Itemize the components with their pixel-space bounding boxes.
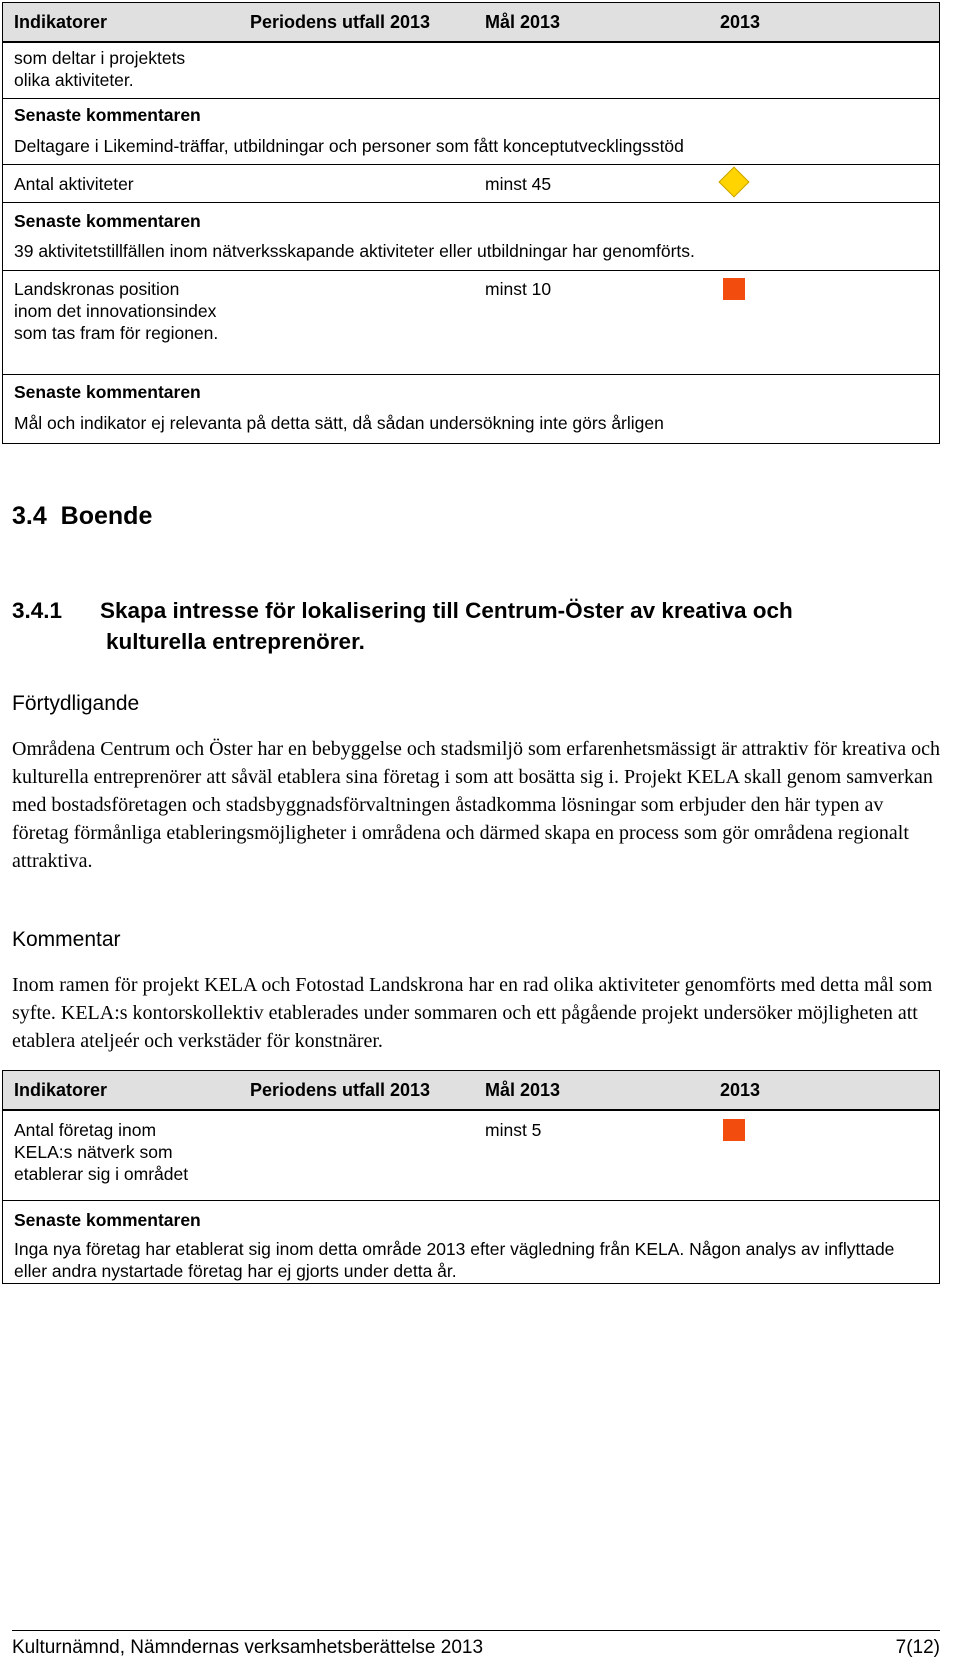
header-period-outcome: Periodens utfall 2013 [250,12,431,32]
subsection-heading [12,598,793,654]
comment-label: Senaste kommentaren [14,211,201,231]
subsection-number: 3.4.1 [12,598,63,623]
comment-section-text: Inom ramen för projekt KELA och Fotostad Landskrona har en rad olika aktiviteter genomförts med detta mål som syfte. KELA:s kontorskollektiv etablerades under sommaren och ett pågående projekt undersöker möjligheten att etablera ateljeér och verkstäder för konstnärer. [12,974,933,1052]
comment-text: Deltagare i Likemind-träffar, utbildningar och personer som fått konceptutvecklingsstöd [14,136,684,156]
indicator-name: som deltar i projektets olika aktiviteter. [14,48,186,90]
page-number: 7(12) [895,1637,940,1658]
header-period-outcome: Periodens utfall 2013 [250,1080,431,1100]
indicator-name: Landskronas position inom det innovationsindex som tas fram för regionen. [14,279,219,343]
indicator-name: Antal företag inom KELA:s nätverk som etablerar sig i området [14,1120,189,1184]
table-row [3,203,939,271]
comment-section-label: Kommentar [12,928,121,951]
indicator-goal: minst 45 [485,174,552,194]
comment-text: 39 aktivitetstillfällen inom nätverksskapande aktiviteter eller utbildningar har genomförts. [14,241,695,261]
table-header [3,3,939,43]
comment-text: Mål och indikator ej relevanta på detta sätt, då sådan undersökning inte görs årligen [14,413,664,433]
table-row [3,1201,939,1285]
status-red-square-icon [723,1119,745,1141]
section-title: Boende [60,502,153,530]
indicator-goal: minst 5 [485,1120,542,1140]
header-year: 2013 [720,12,761,32]
page-footer [12,1630,940,1659]
table-row [3,99,939,165]
header-indicator: Indikatorer [14,12,108,32]
comment-label: Senaste kommentaren [14,105,201,125]
table-header [3,1071,939,1111]
comment-label: Senaste kommentaren [14,1210,201,1230]
comment-label: Senaste kommentaren [14,382,201,402]
status-warning-diamond-icon [718,166,749,197]
section-heading [12,502,152,531]
status-red-square-icon [723,278,745,300]
indicator-table-2 [2,1070,940,1284]
clarification-text: Områdena Centrum och Öster har en bebyggelse och stadsmiljö som erfarenhetsmässigt är attraktiv för kreativa och kulturella entreprenörer att såväl etablera sina företag i som att bosätta sig i. Projekt KELA skall genom samverkan med bostadsföretagen och stadsbyggnadsförvaltningen åstadkomma lösningar som erbjuder den här typen av företag förmånliga etableringsmöjligheter i områdena och därmed skapa en process som gör områdena regionalt attraktiva. [12,738,941,872]
header-indicator: Indikatorer [14,1080,108,1100]
indicator-name: Antal aktiviteter [14,174,134,194]
table-row [3,43,939,99]
header-year: 2013 [720,1080,761,1100]
table-row [3,271,939,375]
table-row [3,165,939,203]
footer-title: Kulturnämnd, Nämndernas verksamhetsberättelse 2013 [12,1637,484,1658]
indicator-table-1 [2,2,940,444]
subsection-title-line2: kulturella entreprenörer. [106,629,365,654]
table-row [3,375,939,445]
comment-text: Inga nya företag har etablerat sig inom detta område 2013 efter vägledning från KELA. Någon analys av inflyttade eller andra nystartade företag har ej gjorts under detta år. [14,1239,895,1281]
table-row [3,1111,939,1201]
clarification-label: Förtydligande [12,692,140,715]
indicator-goal: minst 10 [485,279,552,299]
section-number: 3.4 [12,502,47,530]
header-goal: Mål 2013 [485,1080,561,1100]
subsection-title-line1: Skapa intresse för lokalisering till Centrum-Öster av kreativa och [100,598,793,623]
header-goal: Mål 2013 [485,12,561,32]
